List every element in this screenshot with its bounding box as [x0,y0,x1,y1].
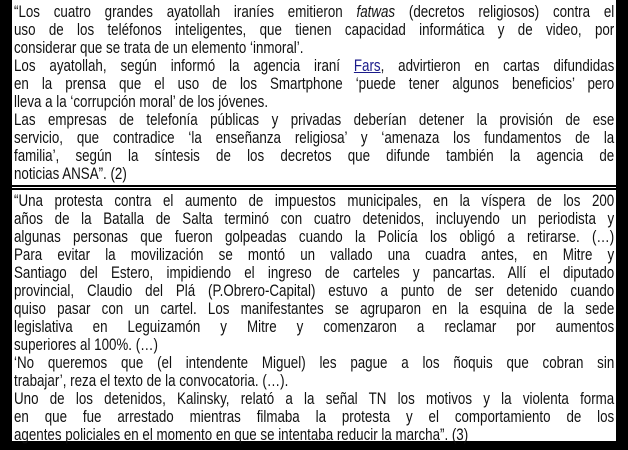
text-line: Uno de los detenidos, Kalinsky, relató a la señal TN los motivos y la violenta forma [14,390,615,408]
text-line [14,3,614,21]
text-segment: Los ayatollah, según informó la agencia iraní [14,57,354,75]
italic-term: fatwas [356,3,396,21]
text-line: familia’, según la síntesis de los decretos que difunde también la agencia de [14,147,615,165]
fars-link[interactable]: Fars [353,57,381,75]
text-line: quiso pasar con un cartel. Los manifestantes se agruparon en la esquina de la sede [14,300,615,318]
text-segment: (decretos religiosos) contra el [395,3,615,21]
text-line: algunas personas que fueron golpeadas cuando la Policía los obligó a retirarse. (…) [14,228,615,246]
text-segment: “Los cuatro grandes ayatollah iraníes emitieron [14,3,357,21]
quote-box-2 [12,190,616,444]
text-line: “Una protesta contra el aumento de impuestos municipales, en la víspera de los 200 [14,192,615,210]
text-line: años de la Batalla de Salta terminó con cuatro detenidos, incluyendo un periodista y [14,210,615,228]
text-line: legislativa en Leguizamón y Mitre y comenzaron a reclamar por aumentos [14,318,615,336]
text-segment: , advirtieron en cartas difundidas [380,57,615,75]
text-line: considerar que se trata de un elemento ‘inmoral’. [14,39,304,57]
text-line [14,57,614,75]
text-line: noticias ANSA”. (2) [14,165,127,183]
text-line: servicio, que contradice ‘la enseñanza religiosa’ y ‘amenaza los fundamentos de la [14,129,615,147]
text-line: Santiago del Estero, impidiendo el ingreso de carteles y pancartas. Allí el diputado [14,264,615,282]
text-line: lleva a la ‘corrupción moral’ de los jóvenes. [14,93,269,111]
text-line: Las empresas de telefonía públicas y privadas deberían detener la provisión de ese [14,111,615,129]
text-line: superiores al 100%. (…) [14,336,158,354]
text-line: ‘No queremos que (el intendente Miguel) les pague a los ñoquis que cobran sin [14,354,615,372]
quote-box-1 [12,0,616,185]
text-line: en la prensa que el uso de los Smartphone ‘puede tener algunos beneficios’ pero [14,75,615,93]
text-line: Para evitar la movilización se montó un vallado una cuadra antes, en Mitre y [14,246,615,264]
text-line: agentes policiales en el momento en que se intentaba reducir la marcha”. (3) [14,426,469,444]
text-line: trabajar’, reza el texto de la convocatoria. (…). [14,372,289,390]
text-line: en que fue arrestado mientras filmaba la protesta y el comportamiento de los [14,408,615,426]
divider [12,187,616,188]
quote-1-text [14,3,614,183]
quote-2-text [14,192,614,444]
text-line: provincial, Claudio del Plá (P.Obrero-Capital) estuvo a punto de ser detenido cuando [14,282,615,300]
text-line: uso de los teléfonos inteligentes, que tienen capacidad informática y de video, por [14,21,615,39]
